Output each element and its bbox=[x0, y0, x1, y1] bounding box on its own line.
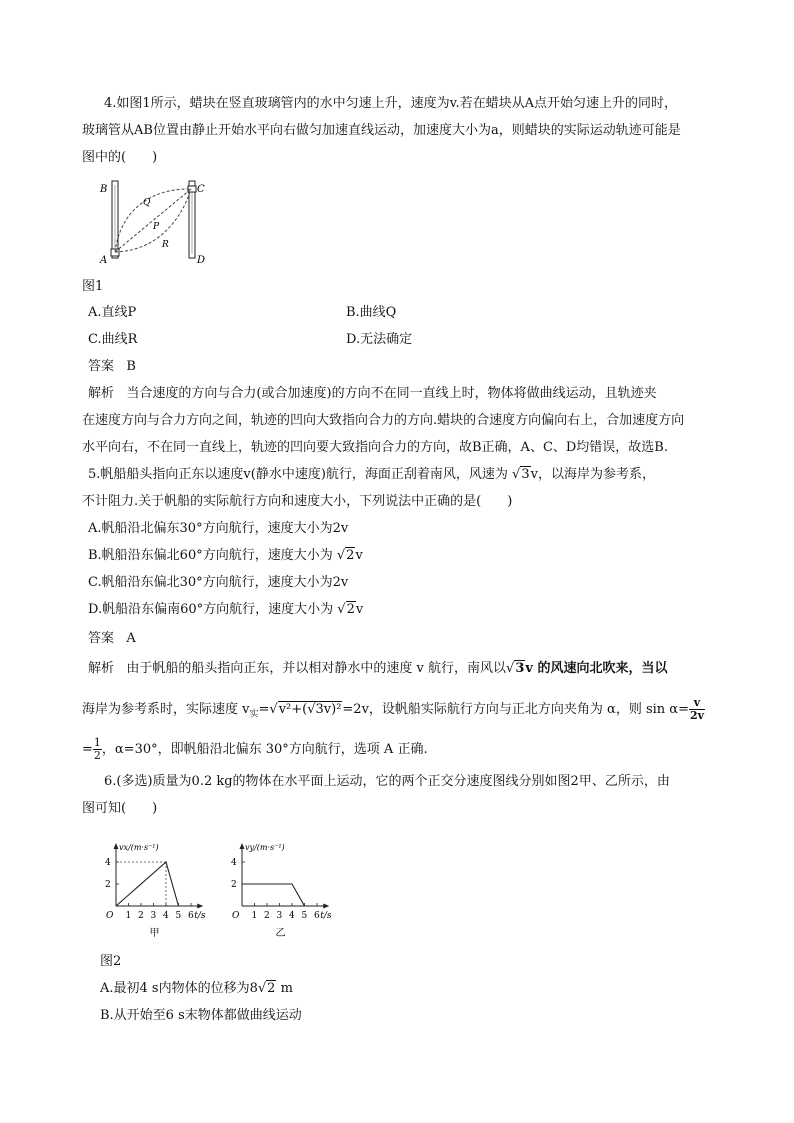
q5-answer bbox=[88, 631, 136, 647]
x-axis-arrow bbox=[197, 904, 203, 909]
y-axis-label: vy/(m·s⁻¹) bbox=[245, 843, 285, 852]
analysis-text: 当合速度的方向与合力(或合加速度)的方向不在同一直线上时，物体将做曲线运动，且轨迹夹 bbox=[126, 386, 657, 401]
line-p bbox=[115, 189, 191, 252]
equals-sign: = bbox=[258, 702, 270, 717]
x-tick-label: 6 bbox=[314, 911, 320, 921]
x-tick-label: 1 bbox=[251, 911, 258, 921]
label-p: P bbox=[153, 222, 160, 232]
q4-analysis-line2: 在速度方向与合力方向之间，轨迹的凹向大致指向合力的方向.蜡块的合速度方向偏向右上，合加速度方向 bbox=[82, 413, 685, 428]
q4-option-c: C.曲线R bbox=[88, 332, 138, 347]
q5-option-d: D.帆船沿东偏南60°方向航行，速度大小为 √2v bbox=[88, 602, 364, 617]
sqrt-3: 3 bbox=[515, 661, 525, 676]
label-a: A bbox=[100, 255, 108, 266]
answer-label: 答案 bbox=[88, 359, 115, 374]
x-axis-label: t/s bbox=[320, 911, 332, 921]
y-axis-arrow bbox=[240, 843, 245, 849]
q5-option-b-unit: v bbox=[355, 548, 363, 563]
fraction-numerator: 1 bbox=[93, 736, 101, 749]
x-tick-label: 4 bbox=[289, 911, 295, 921]
q6-option-a-text: A.最初4 s内物体的位移为8 bbox=[100, 981, 258, 996]
label-d: D bbox=[197, 255, 206, 266]
analysis-label: 解析 bbox=[88, 661, 115, 676]
q5-option-b-text: B.帆船沿东偏北60°方向航行，速度大小为 bbox=[88, 548, 333, 563]
label-c: C bbox=[197, 184, 205, 195]
curve-q bbox=[115, 189, 191, 252]
label-q: Q bbox=[143, 198, 151, 208]
x-tick-label: 6 bbox=[188, 911, 194, 921]
x-tick-label: 1 bbox=[125, 911, 132, 921]
x-tick-label: O bbox=[106, 911, 114, 921]
y-tick-label: 2 bbox=[231, 880, 237, 890]
analysis-label: 解析 bbox=[88, 386, 115, 401]
x-tick-label: 4 bbox=[163, 911, 169, 921]
q5-option-a: A.帆船沿北偏东30°方向航行，速度大小为2v bbox=[88, 521, 349, 536]
q4-answer bbox=[88, 359, 136, 375]
sqrt-expression: v²+(√3v)² bbox=[278, 702, 342, 717]
q4-stem-line3: 图中的( ) bbox=[82, 150, 158, 165]
q5-stem-line1: 5.帆船船头指向正东以速度v(静水中速度)航行，海面正刮着南风，风速为 √3v，以海岸为参考系， bbox=[88, 467, 655, 482]
y-tick-label: 4 bbox=[105, 858, 111, 868]
q5-stem-tail: v，以海岸为参考系， bbox=[530, 467, 655, 482]
y-tick-label: 4 bbox=[231, 858, 237, 868]
chart-title: 乙 bbox=[275, 928, 286, 939]
q5-option-d-unit: v bbox=[355, 602, 364, 617]
analysis-text-mid: =2v，设帆船实际航行方向与正北方向夹角为 α，则 sin α= bbox=[342, 702, 689, 717]
chart-yi bbox=[226, 822, 338, 940]
fraction-denominator: 2v bbox=[689, 709, 705, 722]
q4-analysis-line3: 水平向右，不在同一直线上，轨迹的凹向要大致指向合力的方向，故B正确，A、C、D均错误，故选B. bbox=[82, 440, 668, 455]
velocity-subscript: 实 bbox=[249, 709, 259, 720]
q5-analysis-line3 bbox=[82, 737, 428, 762]
q4-stem-line1: 4.如图1所示，蜡块在竖直玻璃管内的水中匀速上升，速度为v.若在蜡块从A点开始匀速上升的同时， bbox=[104, 96, 677, 111]
analysis-text: 由于帆船的船头指向正东，并以相对静水中的速度 v 航行，南风以 bbox=[126, 661, 507, 676]
q4-option-d: D.无法确定 bbox=[346, 332, 413, 347]
y-axis-label: vx/(m·s⁻¹) bbox=[119, 843, 159, 852]
series-line bbox=[116, 862, 179, 906]
x-tick-label: 2 bbox=[264, 911, 270, 921]
answer-value: A bbox=[126, 631, 136, 646]
q5-analysis-line2: 海岸为参考系时，实际速度 $v_实=√v^2+(√3v)^2=2v$，设帆船实际航行方向与正北方向夹角为 α，则 sin α= $\frac{v}{2v}$ bbox=[82, 696, 705, 722]
q4-analysis-line1 bbox=[88, 386, 657, 402]
x-tick-label: 3 bbox=[150, 911, 157, 921]
equals-sign: = bbox=[82, 742, 93, 757]
x-axis-arrow bbox=[323, 904, 329, 909]
answer-value: B bbox=[126, 359, 136, 374]
q5-stem-text: 5.帆船船头指向正东以速度v(静水中速度)航行，海面正刮着南风，风速为 bbox=[88, 467, 508, 482]
fraction-one-half bbox=[93, 737, 102, 762]
x-tick-label: 2 bbox=[138, 911, 144, 921]
label-r: R bbox=[162, 240, 169, 250]
q5-stem-line2: 不计阻力.关于帆船的实际航行方向和速度大小，下列说法中正确的是( ) bbox=[82, 494, 513, 509]
q5-analysis-line1: 解析 由于帆船的船头指向正东，并以相对静水中的速度 v 航行，南风以√3v 的风速向北吹来，当以 bbox=[88, 661, 668, 676]
q4-option-b: B.曲线Q bbox=[346, 305, 397, 320]
analysis-text: 海岸为参考系时，实际速度 v bbox=[82, 702, 250, 717]
x-tick-label: O bbox=[232, 911, 240, 921]
x-tick-label: 3 bbox=[276, 911, 283, 921]
series-line bbox=[242, 884, 305, 906]
q5-option-b: B.帆船沿东偏北60°方向航行，速度大小为 √2v bbox=[88, 548, 363, 563]
figure-2-caption: 图2 bbox=[100, 954, 122, 969]
x-tick-label: 5 bbox=[175, 911, 182, 921]
figure-1-caption: 图1 bbox=[82, 279, 104, 294]
sqrt-3: 3 bbox=[521, 467, 530, 482]
q6-option-a: A.最初4 s内物体的位移为8√2 m bbox=[100, 981, 293, 996]
x-tick-label: 5 bbox=[301, 911, 308, 921]
y-axis-arrow bbox=[114, 843, 119, 849]
q6-stem-line2: 图可知( ) bbox=[82, 801, 158, 816]
q5-option-c: C.帆船沿东偏北30°方向航行，速度大小为2v bbox=[88, 575, 349, 590]
fraction-v-over-2v bbox=[689, 697, 705, 722]
sqrt-2: 2 bbox=[346, 548, 355, 563]
sqrt-2: 2 bbox=[346, 602, 355, 617]
fraction-numerator: v bbox=[689, 697, 705, 710]
chart-jia bbox=[100, 822, 212, 940]
analysis-text-tail: v 的风速向北吹来，当以 bbox=[525, 661, 668, 676]
sqrt-2: 2 bbox=[267, 981, 276, 996]
q6-option-a-unit: m bbox=[276, 981, 293, 996]
q6-option-b: B.从开始至6 s末物体都做曲线运动 bbox=[100, 1008, 302, 1023]
q6-stem-line1: 6.(多选)质量为0.2 kg的物体在水平面上运动，它的两个正交分速度图线分别如图2甲、乙所示，由 bbox=[104, 774, 670, 789]
fraction-denominator: 2 bbox=[93, 749, 101, 762]
q5-option-d-text: D.帆船沿东偏南60°方向航行，速度大小为 bbox=[88, 602, 334, 617]
label-b: B bbox=[100, 184, 108, 195]
x-axis-label: t/s bbox=[194, 911, 206, 921]
figure-1-diagram bbox=[96, 176, 216, 268]
y-tick-label: 2 bbox=[105, 880, 111, 890]
chart-title: 甲 bbox=[149, 928, 160, 939]
q4-stem-line2: 玻璃管从AB位置由静止开始水平向右做匀加速直线运动，加速度大小为a，则蜡块的实际运动轨迹可能是 bbox=[82, 123, 681, 138]
answer-label: 答案 bbox=[88, 631, 115, 646]
q4-option-a: A.直线P bbox=[88, 305, 137, 320]
analysis-text-tail: ，α=30°，即帆船沿北偏东 30°方向航行，选项 A 正确. bbox=[101, 742, 428, 757]
